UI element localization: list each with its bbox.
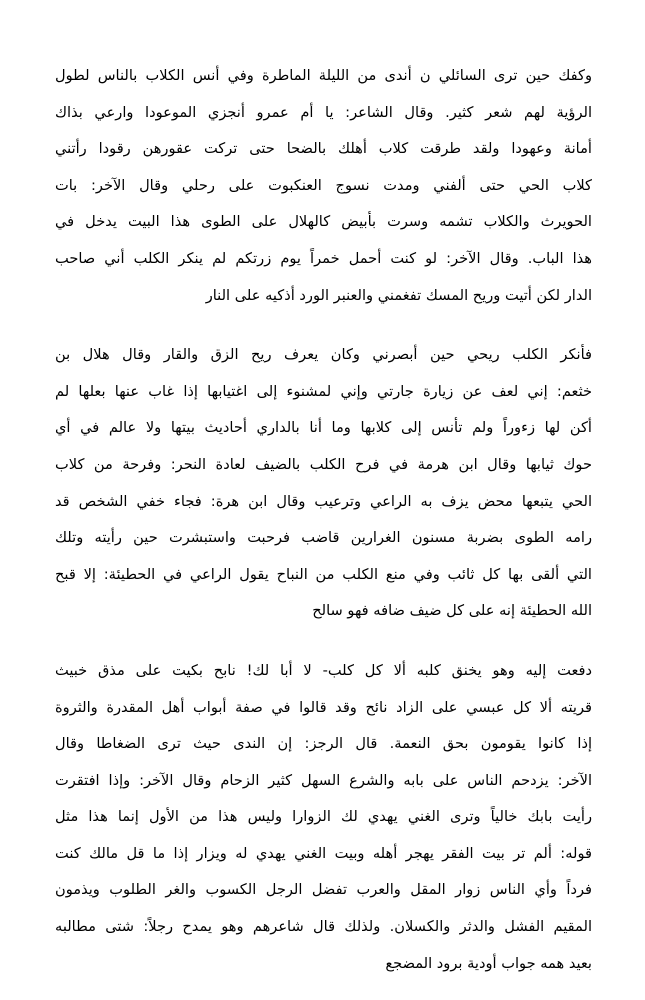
text-line: رامه الطوى بضربة مسنون الغرارين قاضب فرحبت واستبشرت حين رأيته وتلك (55, 529, 592, 547)
text-line: الله الحطيئة إنه على كل ضيف ضافه فهو سالح (312, 602, 592, 620)
text-line: قريته ألا كل عبسي على الزاد نائح وقد قالوا في صفة أبواب أهل المقدرة والثروة (55, 698, 592, 716)
paragraph-3 (55, 653, 592, 982)
text-line: فرداً وأي الناس زوار المقل والعرب تفضل الرجل الكسوب والغر الطلوب ويذمون (55, 881, 592, 899)
text-line: الحي يتبعها محض يزف به الراعي وترعيب وقال ابن هرة: فجاء خفي الشخص قد (55, 492, 592, 510)
document-page (55, 58, 592, 982)
text-line: وكفك حين ترى السائلي ن أندى من الليلة الماطرة وفي أنس الكلاب بالناس لطول (55, 67, 592, 84)
text-line: الدار لكن أتيت وريح المسك تفغمني والعنبر الورد أذكيه على النار (205, 286, 592, 304)
text-line: الآخر: يزدحم الناس على بابه والشرع السهل كثير الزحام وقال الآخر: وإذا افتقرت (55, 771, 592, 789)
text-line: التي ألقى بها كل ثائب وفي منع الكلب من النباح يقول الراعي في الحطيئة: إلا قبح (55, 565, 592, 583)
text-line: حوك ثيابها وقال ابن هرمة في فرح الكلب بالضيف لعادة النحر: وفرحة من كلاب (55, 455, 592, 473)
text-line: المقيم الفشل والدثر والكسلان. ولذلك قال شاعرهم وهو يمدح رجلاً: شتى مطالبه (55, 918, 592, 936)
text-line: أمانة وعهودا ولقد طرقت كلاب أهلك بالضحا حتى تركت عقورهن رقودا رأتني (55, 140, 592, 158)
text-line: كلاب الحي حتى ألفني ومدت نسوج العنكبوت على رحلي وقال الآخر: بات (55, 176, 592, 194)
text-line: قوله: ألم تر بيت الفقر يهجر أهله وبيت الغني يهدي له ويزار إذا ما قل مالك كنت (55, 844, 592, 862)
text-line: الحويرث والكلاب تشمه وسرت بأبيض كالهلال على الطوى هذا البيت يدخل في (55, 213, 592, 231)
text-line: رأيت بابك خالياً وترى الغني يهدي لك الزوارا وليس هذا من الأول إنما هذا مثل (55, 808, 592, 826)
text-line: أكن لها زءوراً ولم تأنس إلى كلابها وما أنا بالداري أحاديث بيتها ولا عالم في أي (55, 419, 592, 437)
text-line: الرؤية لهم شعر كثير. وقال الشاعر: يا أم عمرو أنجزي الموعودا وارعي بذاك (55, 103, 592, 121)
text-line: فأنكر الكلب ريحي حين أبصرني وكان يعرف ريح الزق والقار وقال هلال بن (55, 346, 592, 364)
text-line: بعيد همه جواب أودية برود المضجع (385, 954, 592, 972)
text-line: خثعم: إني لعف عن زيارة جارتي وإني لمشنوء إلى اغتيابها إذا غاب عنها بعلها لم (55, 382, 592, 400)
text-line: دفعت إليه وهو يخنق كلبه ألا كل كلب- لا أبا لك! نابح بكيت على مذق خبيث (55, 661, 592, 679)
text-line: هذا الباب. وقال الآخر: لو كنت أحمل خمراً يوم زرتكم لم ينكر الكلب أني صاحب (55, 249, 592, 267)
paragraph-2 (55, 337, 592, 630)
paragraph-1 (55, 58, 592, 314)
text-line: إذا كانوا يقومون بحق النعمة. قال الرجز: إن الندى حيث ترى الضغاطا وقال (55, 735, 592, 753)
